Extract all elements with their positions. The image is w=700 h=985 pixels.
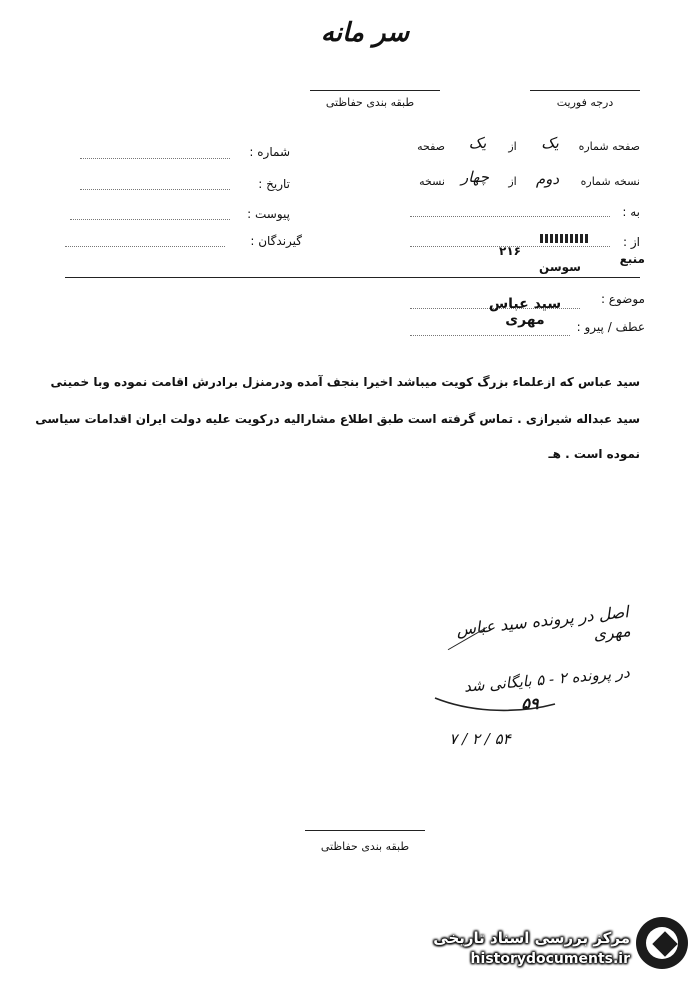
from-label: از : xyxy=(623,235,640,249)
urgency-label: درجه فوریت xyxy=(556,96,614,109)
number-label: شماره : xyxy=(249,145,290,159)
attachment-label: پیوست : xyxy=(247,207,290,221)
date-label: تاریخ : xyxy=(258,177,290,191)
archive-logo-icon xyxy=(636,917,688,969)
handwritten-underline xyxy=(430,690,560,724)
body-line-3: نموده است . هـ xyxy=(548,447,640,461)
from-code: ۲۱۶ xyxy=(499,244,521,258)
body-line-1: سید عباس که ازعلماء بزرگ کویت میباشد اخیرا بنجف آمده ودرمنزل برادرش اقامت نموده وبا خمینی xyxy=(50,375,640,389)
reference-dots xyxy=(410,335,570,336)
page-total-value: یک xyxy=(468,134,487,152)
date-dots xyxy=(80,189,230,190)
classification-label: طبقه بندی حفاظتی xyxy=(325,96,415,109)
copy-number-label: نسخه شماره xyxy=(580,175,640,188)
handwritten-note-file: اصل در پرونده سید عباس مهری xyxy=(455,602,632,644)
body-line-2: سید عبداله شیرازی . تماس گرفته است طبق اطلاع مشارالیه درکویت علیه دولت ایران اقدامات سیاسی xyxy=(35,412,640,426)
copy-of: از xyxy=(508,175,517,188)
reference-label: عطف / پیرو : xyxy=(576,320,645,334)
header-divider xyxy=(65,277,640,278)
urgency-line xyxy=(530,90,640,91)
redaction-mark xyxy=(540,234,590,243)
page-number-value: یک xyxy=(541,134,559,152)
recipients-dots xyxy=(65,246,225,247)
handwritten-date: ۷ / ۲ / ۵۴ xyxy=(449,730,511,748)
page-suffix: صفحه xyxy=(417,140,445,153)
watermark-name: مرکز بررسی اسناد تاریخی xyxy=(433,929,630,947)
handwritten-number: ۵۹ xyxy=(521,694,539,713)
handwritten-note-archived: در پرونده ۲ - ۵ بایگانی شد xyxy=(463,663,631,696)
subject-label: موضوع : xyxy=(600,292,645,306)
footer-classification: طبقه بندی حفاظتی xyxy=(320,840,410,853)
page-number-label: صفحه شماره xyxy=(578,140,640,153)
classification-line xyxy=(310,90,440,91)
number-dots xyxy=(80,158,230,159)
copy-suffix: نسخه xyxy=(419,175,445,188)
to-dots xyxy=(410,216,610,217)
watermark-site: historydocuments.ir xyxy=(470,951,630,967)
document-title: سر مانه xyxy=(320,18,410,48)
recipients-label: گیرندگان : xyxy=(250,234,302,248)
source-value: سوسن xyxy=(539,260,581,274)
subject-value: سید عباس مهری xyxy=(488,296,562,328)
footer-line xyxy=(305,830,425,831)
attachment-dots xyxy=(70,219,230,220)
page-of: از xyxy=(508,140,517,153)
to-label: به : xyxy=(622,205,640,219)
copy-total-value: چهار xyxy=(460,168,489,186)
source-label: منبع xyxy=(619,252,645,266)
copy-number-value: دوم xyxy=(535,170,560,188)
